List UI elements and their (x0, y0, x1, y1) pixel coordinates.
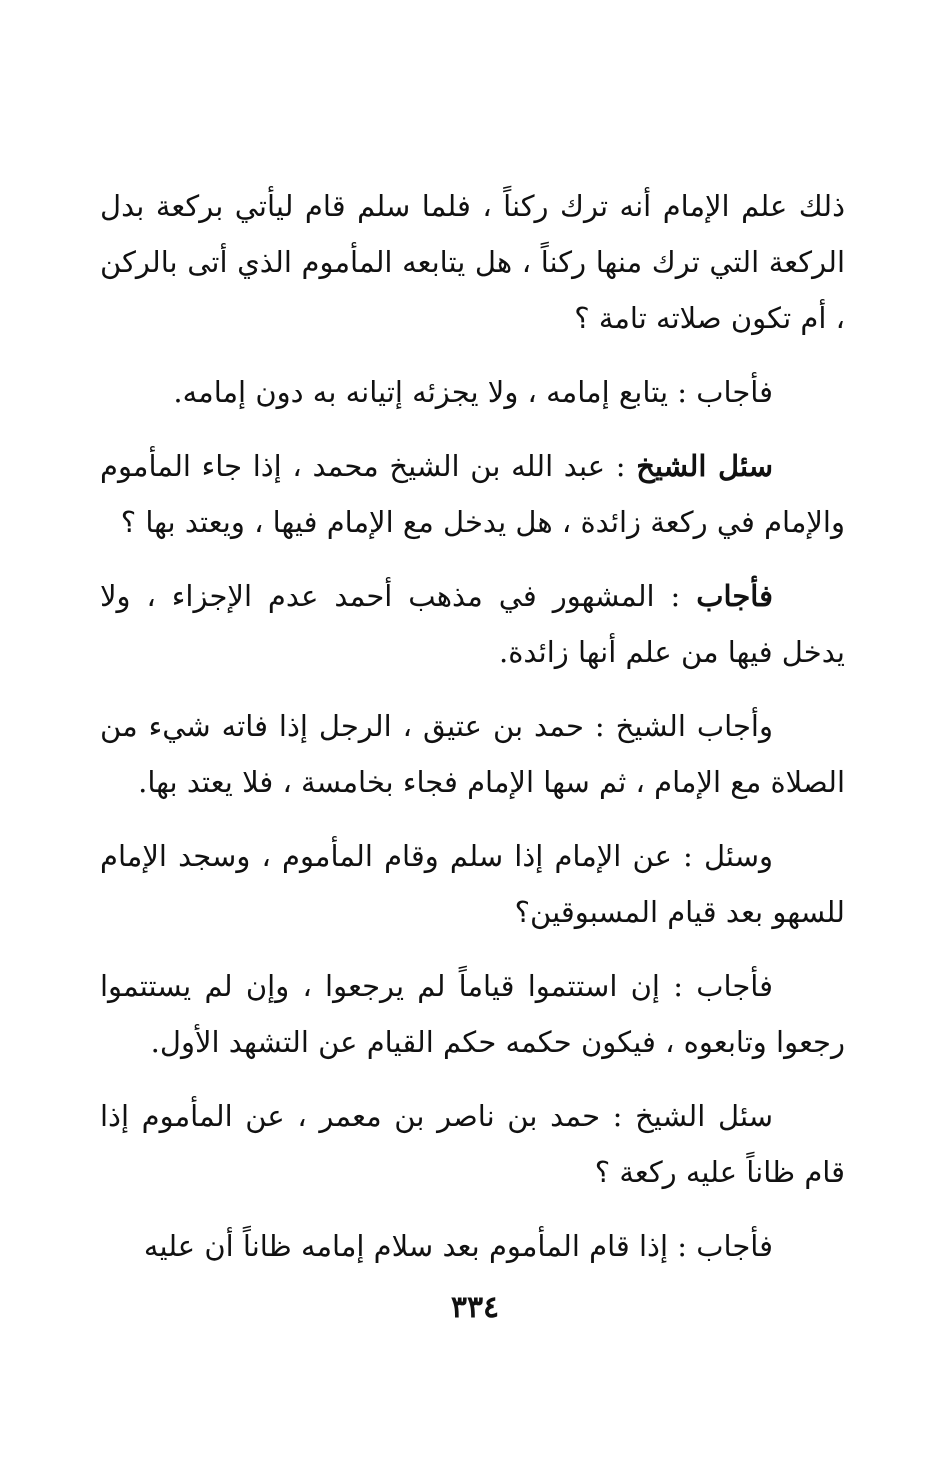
paragraph-answer (100, 568, 845, 680)
paragraph-text: فأجاب : إذا قام المأموم بعد سلام إمامه ظاناً أن عليه (143, 1229, 773, 1263)
paragraph-text: فأجاب : إن استتموا قياماً لم يرجعوا ، وإن لم يستتموا رجعوا وتابعوه ، فيكون حكمه حكم القيام عن التشهد الأول. (100, 969, 845, 1059)
paragraph-answer (100, 698, 845, 810)
paragraph-text: : المشهور في مذهب أحمد عدم الإجزاء ، ولا يدخل فيها من علم أنها زائدة. (100, 579, 845, 669)
paragraph-text: وسئل : عن الإمام إذا سلم وقام المأموم ، وسجد الإمام للسهو بعد قيام المسبوقين؟ (100, 839, 845, 929)
paragraph-text: فأجاب : يتابع إمامه ، ولا يجزئه إتيانه به دون إمامه. (173, 375, 773, 409)
paragraph-answer (100, 364, 845, 420)
page-body (100, 178, 845, 1292)
paragraph-text: وأجاب الشيخ : حمد بن عتيق ، الرجل إذا فاته شيء من الصلاة مع الإمام ، ثم سها الإمام فجاء بخامسة ، فلا يعتد بها. (100, 709, 845, 799)
paragraph-answer (100, 958, 845, 1070)
paragraph-lead: فأجاب (696, 579, 773, 613)
paragraph-question (100, 1088, 845, 1200)
page-number: ٣٣٤ (450, 1290, 500, 1325)
paragraph-text: : عبد الله بن الشيخ محمد ، إذا جاء المأموم والإمام في ركعة زائدة ، هل يدخل مع الإمام فيها ، ويعتد بها ؟ (100, 449, 845, 539)
paragraph-question (100, 438, 845, 550)
paragraph-continuation (100, 178, 845, 346)
paragraph-text: ذلك علم الإمام أنه ترك ركناً ، فلما سلم قام ليأتي بركعة بدل الركعة التي ترك منها ركناً ، هل يتابعه المأموم الذي أتى بالركن ، أم تكون صلاته تامة ؟ (100, 189, 845, 335)
paragraph-text: سئل الشيخ : حمد بن ناصر بن معمر ، عن المأموم إذا قام ظاناً عليه ركعة ؟ (100, 1099, 845, 1189)
paragraph-question (100, 828, 845, 940)
paragraph-answer (100, 1218, 845, 1274)
paragraph-lead: سئل الشيخ (636, 449, 774, 483)
